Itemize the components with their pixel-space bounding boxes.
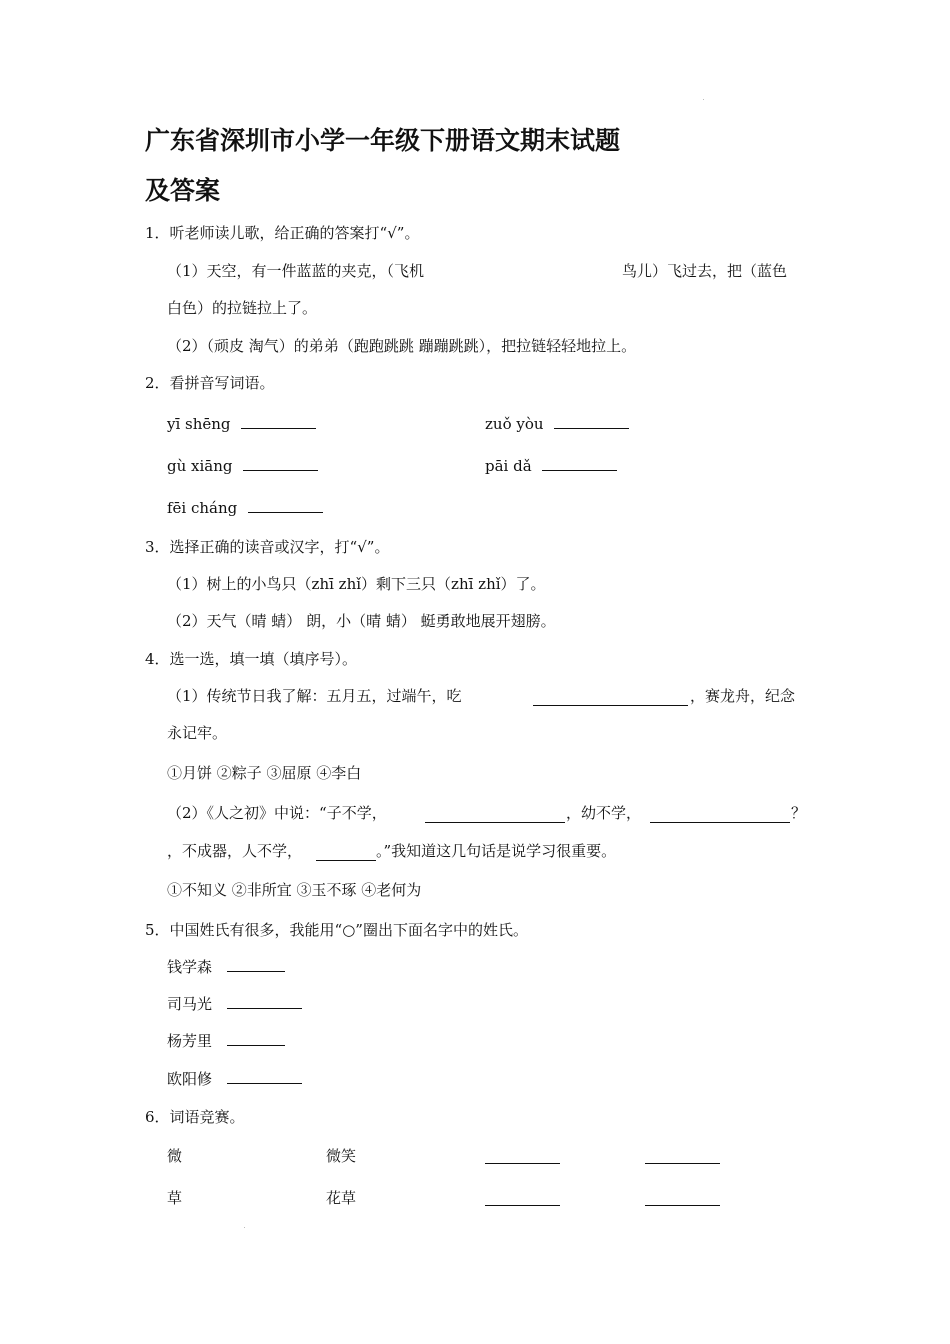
pinyin-label: gù xiāng bbox=[167, 457, 233, 475]
pinyin-label: pāi dǎ bbox=[485, 457, 532, 475]
q4-stem: 4．选一选，填一填（填序号）。 bbox=[145, 650, 358, 668]
document-title-line2: 及答案 bbox=[145, 176, 221, 205]
q5-name-item bbox=[167, 957, 285, 977]
q2-item bbox=[485, 414, 629, 434]
document-title-line1: 广东省深圳市小学一年级下册语文期末试题 bbox=[145, 126, 621, 155]
answer-blank[interactable] bbox=[227, 1031, 285, 1046]
q4-sub1-options: ①月饼 ②粽子 ③屈原 ④李白 bbox=[167, 764, 362, 782]
q2-stem: 2．看拼音写词语。 bbox=[145, 374, 275, 392]
answer-blank[interactable] bbox=[227, 957, 285, 972]
q2-item bbox=[167, 414, 316, 434]
name-text: 钱学森 bbox=[167, 958, 213, 976]
scan-speck bbox=[703, 99, 704, 100]
q6-row-example: 微笑 bbox=[326, 1147, 357, 1165]
q6-row-char: 草 bbox=[167, 1189, 183, 1207]
q5-name-item bbox=[167, 994, 302, 1014]
q2-item bbox=[485, 456, 617, 476]
q2-item bbox=[167, 498, 323, 518]
q4-sub2-part-c: ？ bbox=[791, 804, 807, 822]
q4-sub2-part-a: （2）《人之初》中说：“子不学， bbox=[167, 804, 387, 822]
q4-sub1-part-a: （1）传统节日我了解：五月五，过端午，吃 bbox=[167, 687, 462, 705]
answer-blank[interactable] bbox=[645, 1163, 720, 1164]
q4-sub1-part-b: ，赛龙舟，纪念 bbox=[690, 687, 796, 705]
answer-blank[interactable] bbox=[243, 456, 318, 471]
answer-blank[interactable] bbox=[425, 822, 565, 823]
q2-item bbox=[167, 456, 318, 476]
answer-blank[interactable] bbox=[227, 1069, 302, 1084]
answer-blank[interactable] bbox=[542, 456, 617, 471]
q1-sub1-line2: 白色）的拉链拉上了。 bbox=[167, 299, 318, 317]
q1-sub1-part-a: （1）天空，有一件蓝蓝的夹克，（飞机 bbox=[167, 262, 425, 280]
q3-sub2: （2）天气（晴 蜻） 朗，小（晴 蜻） 蜓勇敢地展开翅膀。 bbox=[167, 612, 556, 630]
pinyin-label: yī shēng bbox=[167, 415, 231, 433]
scan-speck bbox=[244, 1227, 245, 1228]
q1-sub1-part-b: 鸟儿）飞过去，把（蓝色 bbox=[622, 262, 788, 280]
name-text: 司马光 bbox=[167, 995, 213, 1013]
q3-sub1: （1）树上的小鸟只（zhī zhǐ）剩下三只（zhī zhǐ）了。 bbox=[167, 575, 546, 593]
q6-row-example: 花草 bbox=[326, 1189, 357, 1207]
name-text: 杨芳里 bbox=[167, 1032, 213, 1050]
q1-sub2: （2）（顽皮 淘气）的弟弟（跑跑跳跳 蹦蹦跳跳），把拉链轻轻地拉上。 bbox=[167, 337, 637, 355]
answer-blank[interactable] bbox=[248, 498, 323, 513]
answer-blank[interactable] bbox=[241, 414, 316, 429]
answer-blank[interactable] bbox=[485, 1163, 560, 1164]
answer-blank[interactable] bbox=[316, 860, 376, 861]
q5-name-item bbox=[167, 1031, 285, 1051]
answer-blank[interactable] bbox=[650, 822, 790, 823]
q5-name-item bbox=[167, 1069, 302, 1089]
name-text: 欧阳修 bbox=[167, 1070, 213, 1088]
answer-blank[interactable] bbox=[533, 705, 688, 706]
answer-blank[interactable] bbox=[554, 414, 629, 429]
q4-sub2-line2-b: 。”我知道这几句话是说学习很重要。 bbox=[376, 842, 617, 860]
q3-stem: 3．选择正确的读音或汉字，打“√”。 bbox=[145, 538, 390, 556]
q1-stem: 1．听老师读儿歌，给正确的答案打“√”。 bbox=[145, 224, 420, 242]
pinyin-label: zuǒ yòu bbox=[485, 415, 544, 433]
q6-row-char: 微 bbox=[167, 1147, 183, 1165]
answer-blank[interactable] bbox=[227, 994, 302, 1009]
answer-blank[interactable] bbox=[645, 1205, 720, 1206]
q5-stem: 5．中国姓氏有很多，我能用“○”圈出下面名字中的姓氏。 bbox=[145, 921, 528, 939]
pinyin-label: fēi cháng bbox=[167, 499, 238, 517]
q6-stem: 6．词语竞赛。 bbox=[145, 1108, 245, 1126]
q4-sub2-line2-a: ，不成器，人不学， bbox=[167, 842, 303, 860]
answer-blank[interactable] bbox=[485, 1205, 560, 1206]
q4-sub1-line2: 永记牢。 bbox=[167, 724, 228, 742]
q4-sub2-part-b: ，幼不学， bbox=[566, 804, 642, 822]
q4-sub2-options: ①不知义 ②非所宜 ③玉不琢 ④老何为 bbox=[167, 881, 422, 899]
